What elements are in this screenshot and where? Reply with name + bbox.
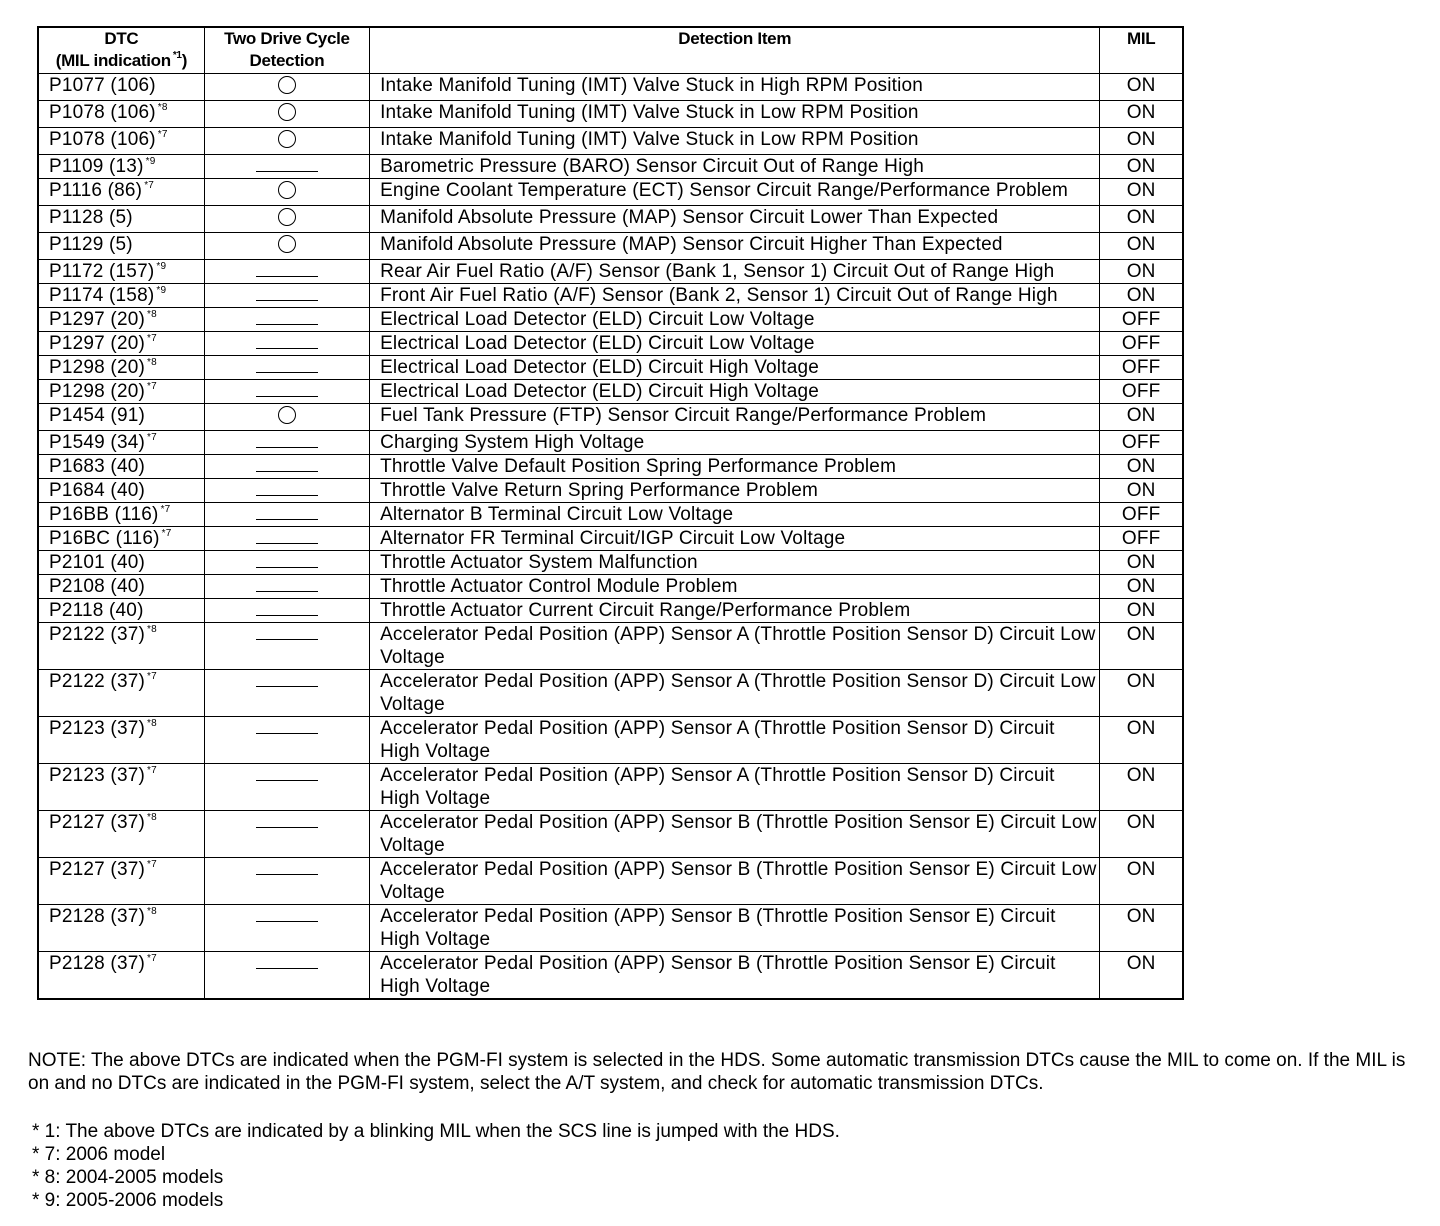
table-row bbox=[38, 952, 1183, 1000]
dtc-cell bbox=[38, 308, 204, 332]
dash-icon bbox=[256, 495, 318, 496]
dtc-footnote-ref: *7 bbox=[147, 381, 157, 392]
two-drive-cycle-cell bbox=[204, 308, 369, 332]
detection-item-cell: Engine Coolant Temperature (ECT) Sensor Circuit Range/Performance Problem bbox=[370, 179, 1100, 206]
two-drive-cycle-cell bbox=[204, 404, 369, 431]
dtc-cell bbox=[38, 551, 204, 575]
two-drive-cycle-cell bbox=[204, 764, 369, 811]
dtc-code: P16BC (116) bbox=[49, 528, 160, 549]
mil-status-cell: ON bbox=[1100, 717, 1183, 764]
detection-item-cell: Intake Manifold Tuning (IMT) Valve Stuck in Low RPM Position bbox=[370, 101, 1100, 128]
table-row bbox=[38, 260, 1183, 284]
detection-item-cell: Fuel Tank Pressure (FTP) Sensor Circuit Range/Performance Problem bbox=[370, 404, 1100, 431]
dtc-cell bbox=[38, 260, 204, 284]
circle-icon bbox=[278, 181, 296, 199]
mil-status-cell: ON bbox=[1100, 551, 1183, 575]
mil-status-cell: ON bbox=[1100, 764, 1183, 811]
dash-icon bbox=[256, 567, 318, 568]
detection-item-cell: Intake Manifold Tuning (IMT) Valve Stuck in Low RPM Position bbox=[370, 128, 1100, 155]
mil-status-cell: ON bbox=[1100, 233, 1183, 260]
dtc-footnote-ref: *7 bbox=[147, 859, 157, 870]
dtc-code: P1116 (86) bbox=[49, 180, 143, 201]
table-row bbox=[38, 479, 1183, 503]
mil-status-cell: ON bbox=[1100, 811, 1183, 858]
dtc-footnote-ref: *7 bbox=[147, 671, 157, 682]
dtc-cell bbox=[38, 599, 204, 623]
table-row bbox=[38, 575, 1183, 599]
mil-status-cell: OFF bbox=[1100, 380, 1183, 404]
dtc-cell bbox=[38, 380, 204, 404]
detection-item-cell: Barometric Pressure (BARO) Sensor Circuit Out of Range High bbox=[370, 155, 1100, 179]
table-row bbox=[38, 74, 1183, 101]
two-drive-cycle-cell bbox=[204, 155, 369, 179]
dtc-code: P2123 (37) bbox=[49, 765, 146, 786]
mil-status-cell: OFF bbox=[1100, 356, 1183, 380]
table-row bbox=[38, 155, 1183, 179]
two-drive-cycle-cell bbox=[204, 623, 369, 670]
header-two-drive-line2: Detection bbox=[249, 51, 325, 70]
detection-item-cell: Accelerator Pedal Position (APP) Sensor A (Throttle Position Sensor D) Circuit High Voltage bbox=[370, 764, 1100, 811]
mil-status-cell: ON bbox=[1100, 179, 1183, 206]
detection-item-cell: Accelerator Pedal Position (APP) Sensor B (Throttle Position Sensor E) Circuit Low Voltage bbox=[370, 858, 1100, 905]
header-dtc-line2-text: (MIL indication bbox=[55, 51, 171, 70]
dtc-code: P1129 (5) bbox=[49, 234, 133, 255]
dtc-cell bbox=[38, 179, 204, 206]
circle-icon bbox=[278, 406, 296, 424]
mil-status-cell: ON bbox=[1100, 479, 1183, 503]
dtc-cell bbox=[38, 431, 204, 455]
mil-status-cell: ON bbox=[1100, 101, 1183, 128]
dtc-code: P1298 (20) bbox=[49, 357, 146, 378]
header-dtc-line1: DTC bbox=[104, 29, 139, 48]
dash-icon bbox=[256, 300, 318, 301]
detection-item-cell: Accelerator Pedal Position (APP) Sensor A (Throttle Position Sensor D) Circuit High Voltage bbox=[370, 717, 1100, 764]
detection-item-cell: Alternator FR Terminal Circuit/IGP Circuit Low Voltage bbox=[370, 527, 1100, 551]
circle-icon bbox=[278, 130, 296, 148]
header-two-drive-line1: Two Drive Cycle bbox=[224, 29, 350, 48]
two-drive-cycle-cell bbox=[204, 206, 369, 233]
detection-item-cell: Accelerator Pedal Position (APP) Sensor A (Throttle Position Sensor D) Circuit Low Voltage bbox=[370, 670, 1100, 717]
two-drive-cycle-cell bbox=[204, 233, 369, 260]
circle-icon bbox=[278, 208, 296, 226]
mil-status-cell: ON bbox=[1100, 74, 1183, 101]
detection-item-cell: Throttle Valve Return Spring Performance Problem bbox=[370, 479, 1100, 503]
mil-status-cell: ON bbox=[1100, 952, 1183, 1000]
dtc-footnote-ref: *7 bbox=[147, 432, 157, 443]
table-row bbox=[38, 717, 1183, 764]
dtc-cell bbox=[38, 356, 204, 380]
dtc-footnote-ref: *8 bbox=[147, 624, 157, 635]
dtc-cell bbox=[38, 811, 204, 858]
dtc-code: P1297 (20) bbox=[49, 333, 146, 354]
table-row bbox=[38, 404, 1183, 431]
two-drive-cycle-cell bbox=[204, 811, 369, 858]
dtc-footnote-ref: *8 bbox=[147, 357, 157, 368]
detection-item-cell: Electrical Load Detector (ELD) Circuit Low Voltage bbox=[370, 308, 1100, 332]
detection-item-cell: Throttle Actuator System Malfunction bbox=[370, 551, 1100, 575]
two-drive-cycle-cell bbox=[204, 551, 369, 575]
dtc-code: P16BB (116) bbox=[49, 504, 159, 525]
footnote-1: * 1: The above DTCs are indicated by a blinking MIL when the SCS line is jumped with the HDS. bbox=[32, 1121, 840, 1142]
header-dtc-line2-close: ) bbox=[181, 51, 188, 70]
dtc-cell bbox=[38, 527, 204, 551]
table-row bbox=[38, 670, 1183, 717]
dtc-code: P2101 (40) bbox=[49, 552, 146, 573]
footnote-9: * 9: 2005-2006 models bbox=[32, 1190, 224, 1211]
mil-status-cell: OFF bbox=[1100, 431, 1183, 455]
dtc-cell bbox=[38, 206, 204, 233]
table-row bbox=[38, 503, 1183, 527]
dtc-footnote-ref: *7 bbox=[147, 333, 157, 344]
detection-item-cell: Accelerator Pedal Position (APP) Sensor B (Throttle Position Sensor E) Circuit High Voltage bbox=[370, 952, 1100, 1000]
mil-status-cell: OFF bbox=[1100, 527, 1183, 551]
table-row bbox=[38, 380, 1183, 404]
two-drive-cycle-cell bbox=[204, 717, 369, 764]
mil-status-cell: ON bbox=[1100, 155, 1183, 179]
table-row bbox=[38, 551, 1183, 575]
table-row bbox=[38, 599, 1183, 623]
dtc-footnote-ref: *9 bbox=[156, 261, 167, 272]
header-two-drive-cycle bbox=[204, 27, 369, 74]
dtc-cell bbox=[38, 764, 204, 811]
dtc-cell bbox=[38, 284, 204, 308]
mil-status-cell: OFF bbox=[1100, 308, 1183, 332]
table-row bbox=[38, 128, 1183, 155]
dtc-code: P1174 (158) bbox=[49, 285, 155, 306]
header-detection-item: Detection Item bbox=[370, 27, 1100, 74]
table-row bbox=[38, 431, 1183, 455]
table-row bbox=[38, 858, 1183, 905]
mil-status-cell: ON bbox=[1100, 858, 1183, 905]
dtc-code: P1549 (34) bbox=[49, 432, 146, 453]
note-text: NOTE: The above DTCs are indicated when the PGM-FI system is selected in the HDS. Some automatic transmission DTCs cause the MIL to come on. If the MIL is on and no DTCs are indicated in the PGM-FI system, select the A/T system, and check for automatic transmission DTCs. bbox=[28, 1050, 1406, 1094]
detection-item-cell: Accelerator Pedal Position (APP) Sensor B (Throttle Position Sensor E) Circuit High Voltage bbox=[370, 905, 1100, 952]
dtc-cell bbox=[38, 128, 204, 155]
table-row bbox=[38, 905, 1183, 952]
header-dtc-line2 bbox=[39, 50, 204, 72]
detection-item-cell: Manifold Absolute Pressure (MAP) Sensor Circuit Lower Than Expected bbox=[370, 206, 1100, 233]
dtc-footnote-ref: *7 bbox=[144, 180, 155, 191]
two-drive-cycle-cell bbox=[204, 952, 369, 1000]
dtc-code: P1684 (40) bbox=[49, 480, 146, 501]
table-row bbox=[38, 308, 1183, 332]
table-row bbox=[38, 101, 1183, 128]
circle-icon bbox=[278, 103, 296, 121]
dash-icon bbox=[256, 921, 318, 922]
mil-status-cell: OFF bbox=[1100, 503, 1183, 527]
dash-icon bbox=[256, 543, 318, 544]
dtc-footnote-ref: *8 bbox=[147, 309, 157, 320]
table-row bbox=[38, 764, 1183, 811]
two-drive-cycle-cell bbox=[204, 356, 369, 380]
dtc-code: P1078 (106) bbox=[49, 129, 156, 150]
table-body bbox=[38, 74, 1183, 1000]
two-drive-cycle-cell bbox=[204, 260, 369, 284]
dtc-code: P2108 (40) bbox=[49, 576, 146, 597]
two-drive-cycle-cell bbox=[204, 670, 369, 717]
two-drive-cycle-cell bbox=[204, 284, 369, 308]
two-drive-cycle-cell bbox=[204, 503, 369, 527]
table-header-row bbox=[38, 27, 1183, 74]
dash-icon bbox=[256, 447, 318, 448]
header-mil: MIL bbox=[1100, 27, 1183, 74]
two-drive-cycle-cell bbox=[204, 575, 369, 599]
dtc-code: P1454 (91) bbox=[49, 405, 146, 426]
mil-status-cell: OFF bbox=[1100, 332, 1183, 356]
mil-status-cell: ON bbox=[1100, 284, 1183, 308]
detection-item-cell: Front Air Fuel Ratio (A/F) Sensor (Bank 2, Sensor 1) Circuit Out of Range High bbox=[370, 284, 1100, 308]
dtc-code: P1128 (5) bbox=[49, 207, 133, 228]
dash-icon bbox=[256, 591, 318, 592]
footnote-8: * 8: 2004-2005 models bbox=[32, 1167, 224, 1188]
table-row bbox=[38, 206, 1183, 233]
table-row bbox=[38, 179, 1183, 206]
circle-icon bbox=[278, 235, 296, 253]
mil-status-cell: ON bbox=[1100, 128, 1183, 155]
table-row bbox=[38, 356, 1183, 380]
dtc-code: P2123 (37) bbox=[49, 718, 146, 739]
mil-status-cell: ON bbox=[1100, 260, 1183, 284]
dtc-cell bbox=[38, 952, 204, 1000]
two-drive-cycle-cell bbox=[204, 431, 369, 455]
dash-icon bbox=[256, 968, 318, 969]
table-row bbox=[38, 527, 1183, 551]
two-drive-cycle-cell bbox=[204, 455, 369, 479]
dtc-cell bbox=[38, 717, 204, 764]
dash-icon bbox=[256, 827, 318, 828]
dash-icon bbox=[256, 639, 318, 640]
circle-icon bbox=[278, 76, 296, 94]
detection-item-cell: Charging System High Voltage bbox=[370, 431, 1100, 455]
two-drive-cycle-cell bbox=[204, 479, 369, 503]
dash-icon bbox=[256, 324, 318, 325]
dtc-cell bbox=[38, 479, 204, 503]
dtc-footnote-ref: *7 bbox=[147, 953, 157, 964]
detection-item-cell: Throttle Actuator Control Module Problem bbox=[370, 575, 1100, 599]
dtc-code: P1298 (20) bbox=[49, 381, 146, 402]
table-row bbox=[38, 332, 1183, 356]
two-drive-cycle-cell bbox=[204, 332, 369, 356]
dtc-cell bbox=[38, 404, 204, 431]
dtc-code: P2128 (37) bbox=[49, 906, 146, 927]
dtc-code: P2127 (37) bbox=[49, 859, 146, 880]
dash-icon bbox=[256, 348, 318, 349]
dtc-footnote-ref: *8 bbox=[147, 718, 157, 729]
two-drive-cycle-cell bbox=[204, 101, 369, 128]
dtc-footnote-ref: *8 bbox=[147, 812, 157, 823]
dtc-footnote-ref: *7 bbox=[147, 765, 157, 776]
footnote-7: * 7: 2006 model bbox=[32, 1144, 166, 1165]
dtc-cell bbox=[38, 155, 204, 179]
dash-icon bbox=[256, 519, 318, 520]
dtc-code: P1297 (20) bbox=[49, 309, 146, 330]
dtc-footnote-ref: *7 bbox=[157, 129, 168, 140]
dash-icon bbox=[256, 615, 318, 616]
dtc-cell bbox=[38, 74, 204, 101]
table-row bbox=[38, 233, 1183, 260]
dtc-code: P2127 (37) bbox=[49, 812, 146, 833]
detection-item-cell: Alternator B Terminal Circuit Low Voltage bbox=[370, 503, 1100, 527]
mil-status-cell: ON bbox=[1100, 905, 1183, 952]
mil-status-cell: ON bbox=[1100, 404, 1183, 431]
two-drive-cycle-cell bbox=[204, 74, 369, 101]
mil-status-cell: ON bbox=[1100, 599, 1183, 623]
detection-item-cell: Accelerator Pedal Position (APP) Sensor A (Throttle Position Sensor D) Circuit Low Voltage bbox=[370, 623, 1100, 670]
table-row bbox=[38, 455, 1183, 479]
dash-icon bbox=[256, 733, 318, 734]
dtc-footnote-ref: *8 bbox=[147, 906, 157, 917]
two-drive-cycle-cell bbox=[204, 179, 369, 206]
dtc-code: P2122 (37) bbox=[49, 624, 146, 645]
dtc-cell bbox=[38, 905, 204, 952]
dtc-cell bbox=[38, 503, 204, 527]
dtc-cell bbox=[38, 455, 204, 479]
dtc-cell bbox=[38, 233, 204, 260]
mil-status-cell: ON bbox=[1100, 575, 1183, 599]
dtc-table bbox=[37, 26, 1184, 1000]
detection-item-cell: Accelerator Pedal Position (APP) Sensor B (Throttle Position Sensor E) Circuit Low Voltage bbox=[370, 811, 1100, 858]
detection-item-cell: Manifold Absolute Pressure (MAP) Sensor Circuit Higher Than Expected bbox=[370, 233, 1100, 260]
dtc-footnote-ref: *7 bbox=[160, 504, 171, 515]
dash-icon bbox=[256, 471, 318, 472]
detection-item-cell: Throttle Actuator Current Circuit Range/Performance Problem bbox=[370, 599, 1100, 623]
dtc-footnote-ref: *9 bbox=[145, 156, 156, 167]
dtc-code: P2128 (37) bbox=[49, 953, 146, 974]
dash-icon bbox=[256, 171, 318, 172]
detection-item-cell: Electrical Load Detector (ELD) Circuit High Voltage bbox=[370, 380, 1100, 404]
dtc-code: P1078 (106) bbox=[49, 102, 156, 123]
two-drive-cycle-cell bbox=[204, 128, 369, 155]
header-dtc bbox=[38, 27, 204, 74]
dtc-cell bbox=[38, 858, 204, 905]
detection-item-cell: Electrical Load Detector (ELD) Circuit High Voltage bbox=[370, 356, 1100, 380]
table-row bbox=[38, 623, 1183, 670]
detection-item-cell: Intake Manifold Tuning (IMT) Valve Stuck in High RPM Position bbox=[370, 74, 1100, 101]
detection-item-cell: Electrical Load Detector (ELD) Circuit Low Voltage bbox=[370, 332, 1100, 356]
detection-item-cell: Rear Air Fuel Ratio (A/F) Sensor (Bank 1, Sensor 1) Circuit Out of Range High bbox=[370, 260, 1100, 284]
mil-status-cell: ON bbox=[1100, 206, 1183, 233]
dtc-code: P1109 (13) bbox=[49, 156, 144, 177]
two-drive-cycle-cell bbox=[204, 599, 369, 623]
mil-status-cell: ON bbox=[1100, 455, 1183, 479]
footnotes-list bbox=[32, 1120, 840, 1212]
two-drive-cycle-cell bbox=[204, 380, 369, 404]
dtc-code: P2122 (37) bbox=[49, 671, 146, 692]
dash-icon bbox=[256, 780, 318, 781]
mil-status-cell: ON bbox=[1100, 670, 1183, 717]
dtc-cell bbox=[38, 623, 204, 670]
dtc-footnote-ref: *7 bbox=[161, 528, 172, 539]
dash-icon bbox=[256, 372, 318, 373]
dtc-code: P1683 (40) bbox=[49, 456, 146, 477]
dtc-code: P1077 (106) bbox=[49, 75, 156, 96]
dash-icon bbox=[256, 686, 318, 687]
mil-status-cell: ON bbox=[1100, 623, 1183, 670]
dtc-cell bbox=[38, 101, 204, 128]
dash-icon bbox=[256, 396, 318, 397]
table-row bbox=[38, 284, 1183, 308]
dtc-code: P2118 (40) bbox=[49, 600, 144, 621]
header-dtc-footnote-ref: *1 bbox=[172, 50, 182, 61]
dtc-cell bbox=[38, 670, 204, 717]
dash-icon bbox=[256, 874, 318, 875]
dtc-code: P1172 (157) bbox=[49, 261, 155, 282]
table-row bbox=[38, 811, 1183, 858]
dtc-footnote-ref: *9 bbox=[156, 285, 167, 296]
two-drive-cycle-cell bbox=[204, 858, 369, 905]
dash-icon bbox=[256, 276, 318, 277]
dtc-footnote-ref: *8 bbox=[157, 102, 168, 113]
two-drive-cycle-cell bbox=[204, 527, 369, 551]
dtc-cell bbox=[38, 332, 204, 356]
dtc-cell bbox=[38, 575, 204, 599]
two-drive-cycle-cell bbox=[204, 905, 369, 952]
detection-item-cell: Throttle Valve Default Position Spring Performance Problem bbox=[370, 455, 1100, 479]
